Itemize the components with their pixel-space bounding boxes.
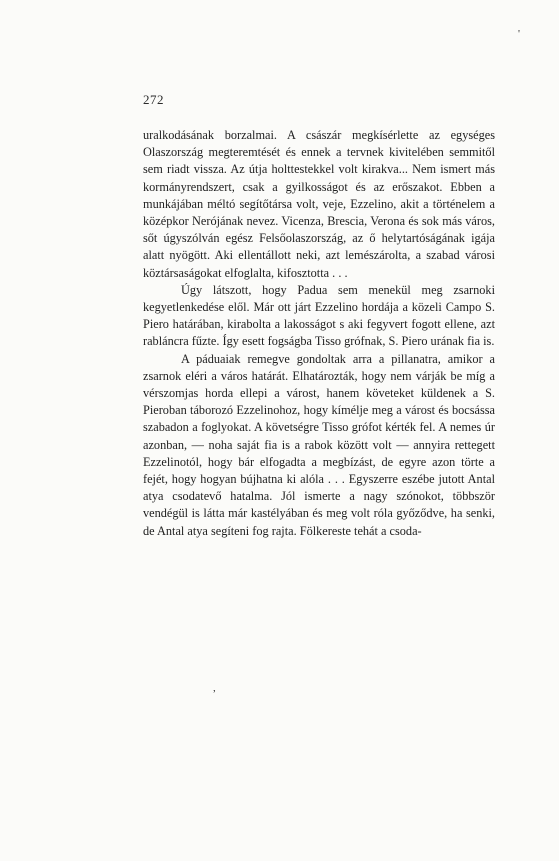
paragraph-2: Úgy látszott, hogy Padua sem menekül meg zsarnoki kegyetlenkedése elől. Már ott járt Ezzelino hordája a közeli Campo S. Piero határában, kirabolta a lakosságot s aki fegyvert fogott ellene, azt rabláncra fűzte. Így esett fogságba Tisso grófnak, S. Piero urának fia is. — [143, 282, 495, 349]
page-number: 272 — [143, 92, 164, 107]
text-body — [143, 127, 495, 540]
paragraph-1: uralkodásának borzalmai. A császár megkísérlette az egységes Olaszország megteremtését és ennek a tervnek kivitelében semmitől sem riadt vissza. Az útja holttestekkel volt kirakva... Nem ismert más kormányrendszert, csak a gyilkosságot és az erőszakot. Ebben a munkájában méltó segítőtársa volt, veje, Ezzelino, akit a történelem a középkor Nerójának nevez. Vicenza, Brescia, Verona és sok más város, sőt úgyszólván egész Felsőolaszország, az ő helytartóságának igája alatt nyögött. Aki ellentállott neki, azt lemészárolta, a szabad városi köztársaságokat elfoglalta, kifosztotta . . . — [143, 128, 495, 280]
print-speck-top: ' — [518, 28, 520, 40]
print-speck-bottom: , — [213, 682, 216, 694]
paragraph-3: A páduaiak remegve gondoltak arra a pillanatra, amikor a zsarnok eléri a város határát. Elhatározták, hogy nem várják be míg a vérszomjas horda ellepi a várost, hanem követeket küldenek a S. Pieroban táborozó Ezzelinohoz, hogy kímélje meg a várost és bocsássa szabadon a foglyokat. A követségre Tisso grófot kérték fel. A nemes úr azonban, — noha saját fia is a rabok között volt — annyira rettegett Ezzelinotól, hogy bár elfogadta a megbízást, de egyre azon törte a fejét, hogy hogyan bújhatna ki alóla . . . Egyszerre eszébe jutott Antal atya csodatevő hatalma. Jól ismerte a nagy szónokot, többször vendégül is látta már kastélyában és meg volt róla győződve, ha senki, de Antal atya segíteni fog rajta. Fölkereste tehát a csoda- — [143, 351, 495, 538]
